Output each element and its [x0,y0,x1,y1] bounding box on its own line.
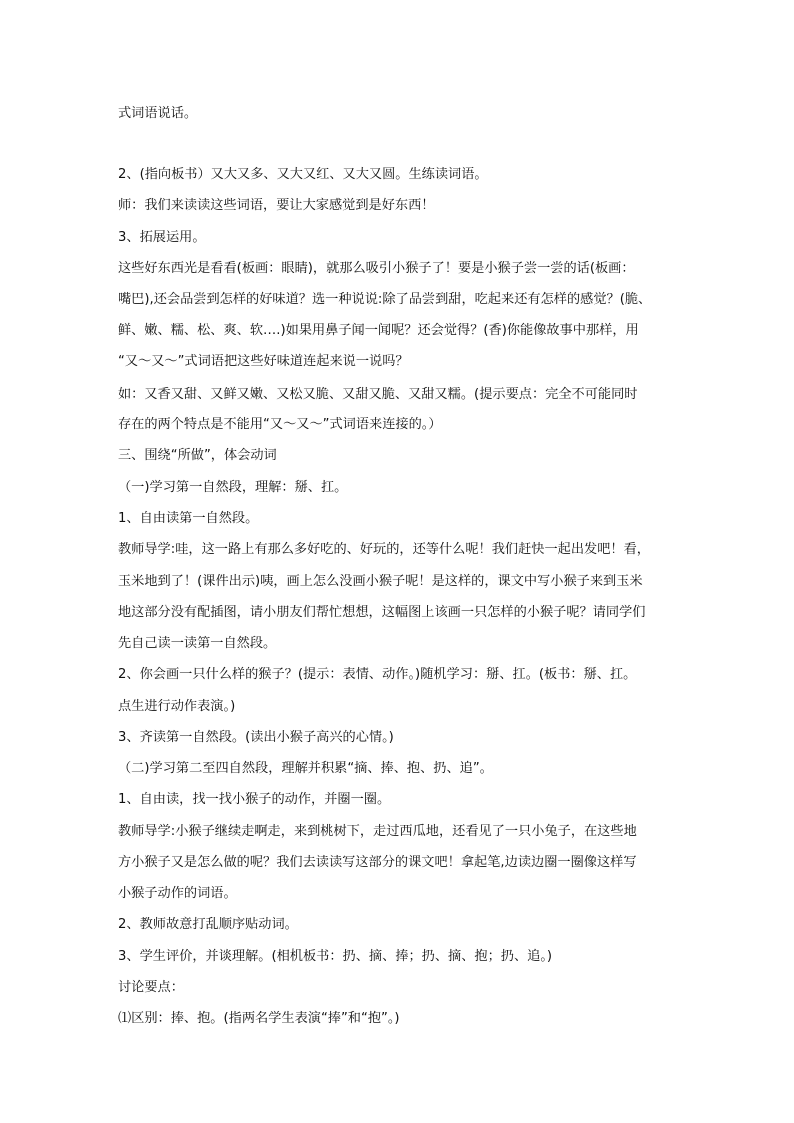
text-line: 玉米地到了！(课件出示)咦，画上怎么没画小猴子呢！是这样的，课文中写小猴子来到玉米 [118,574,643,589]
text-line: 3、拓展运用。 [118,230,206,245]
text-line: 1、自由读第一自然段。 [118,511,259,526]
text-line: 先自己读一读第一自然段。 [118,636,277,651]
text-line: 2、教师故意打乱顺序贴动词。 [118,917,298,932]
text-line: 式词语说话。 [118,106,198,121]
text-line: 存在的两个特点是不能用“又～又～”式词语来连接的。） [118,417,442,432]
text-line: 师：我们来读读这些词语，要让大家感觉到是好东西！ [118,198,435,213]
text-line: 点生进行动作表演。) [118,699,236,714]
text-line: 2、你会画一只什么样的猴子？(提示：表情、动作。)随机学习：掰、扛。(板书：掰、扛。 [118,667,637,682]
text-line: 3、学生评价，并谈理解。(相机板书：扔、摘、捧；扔、摘、抱；扔、追。) [118,949,553,964]
text-line: 教师导学:小猴子继续走啊走，来到桃树下，走过西瓜地，还看见了一只小兔子，在这些地 [118,824,637,839]
text-line: 这些好东西光是看看(板画：眼睛)，就那么吸引小猴子了！要是小猴子尝一尝的话(板画： [118,261,635,276]
text-line: （一)学习第一自然段，理解：掰、扛。 [118,480,348,495]
text-line: 嘴巴),还会品尝到怎样的好味道？选一种说说:除了品尝到甜，吃起来还有怎样的感觉？(脆、 [118,292,652,307]
text-line: 方小猴子又是怎么做的呢？我们去读读写这部分的课文吧！拿起笔,边读边圈一圈像这样写 [118,855,637,870]
text-line: 2、(指向板书）又大又多、又大又红、又大又圆。生练读词语。 [118,167,488,182]
text-line: 1、自由读，找一找小猴子的动作，并圈一圈。 [118,792,391,807]
text-line: 鲜、嫩、糯、松、爽、软….)如果用鼻子闻一闻呢？还会觉得？(香)你能像故事中那样，用 [118,323,639,338]
text-line: 如：又香又甜、又鲜又嫩、又松又脆、又甜又脆、又甜又糯。(提示要点：完全不可能同时 [118,387,638,402]
text-line: 讨论要点： [118,980,184,995]
text-line: 3、齐读第一自然段。(读出小猴子高兴的心情。) [118,730,394,745]
text-line: 小猴子动作的词语。 [118,886,237,901]
text-line: 三、围绕“所做”，体会动词 [118,448,277,463]
text-line: （二)学习第二至四自然段，理解并积累“摘、捧、抱、扔、追”。 [118,761,493,776]
text-line: ⑴区别：捧、抱。(指两名学生表演“捧”和“抱”。) [118,1011,400,1026]
text-line: 教师导学:哇，这一路上有那么多好吃的、好玩的，还等什么呢！我们赶快一起出发吧！看， [118,542,650,557]
text-line: “又～又～”式词语把这些好味道连起来说一说吗？ [118,354,409,369]
text-line: 地这部分没有配插图，请小朋友们帮忙想想，这幅图上该画一只怎样的小猴子呢？请同学们 [118,605,646,620]
